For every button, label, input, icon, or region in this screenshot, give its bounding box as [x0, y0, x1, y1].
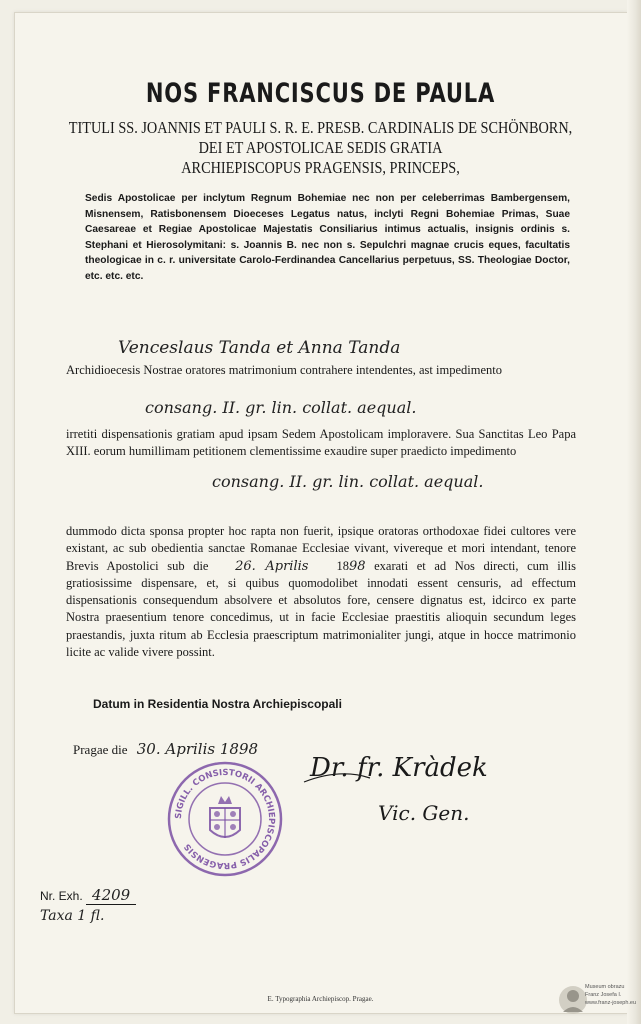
exhibit-number-line — [40, 886, 136, 904]
body-paragraph-3-part-b: exarati et ad Nos directi, cum illis gratiosissime dispensare, et, si quibus quomodolibet innodati essent censuris, ad effectum dispensationis consequendum absolvere et absolutos fore, censere dignatus est, idcirco ex parte Nostra praesentium tenore concedimus, ut in facie Ecclesiae praestitis alioquin secundum leges praestandis, juxta ritum ab Ecclesia praescriptum matrimonialiter jungi, atque in hocce matrimonio licite ac valide vivere possint. — [66, 558, 576, 660]
nr-exh-label: Nr. Exh. — [40, 889, 83, 903]
datum-line: Datum in Residentia Nostra Archiepiscopali — [93, 697, 342, 711]
pragae-label: Pragae die — [73, 742, 128, 757]
body-paragraph-1: Archidioecesis Nostrae oratores matrimonium contrahere intendentes, ast impedimento — [66, 363, 502, 377]
watermark-text: Museum obrazu Franz Josefa I. www.franz-joseph.eu — [585, 984, 637, 1006]
title-line-1: TITULI SS. JOANNIS ET PAULI S. R. E. PRESB. CARDINALIS DE SCHÖNBORN, — [68, 118, 573, 137]
handwritten-issue-date: 30. Aprilis 1898 — [136, 740, 259, 758]
body-paragraph-2: irretiti dispensationis gratiam apud ipsam Sedem Apostolicam imploravere. Sua Sanctitas Leo Papa XIII. eorum humillimam petitionem clementissime exaudire super praedicto impedimento — [66, 427, 576, 459]
document-title: NOS FRANCISCUS DE PAULA — [145, 78, 496, 109]
title-line-2: DEI ET APOSTOLICAE SEDIS GRATIA — [198, 138, 443, 157]
page-edge-shadow — [627, 0, 641, 1024]
signature-line-1: Dr. fr. Kràdek — [310, 753, 488, 783]
seal-text: SIGILL. CONSISTORII ARCHIEPISCOPALIS PRAGENSIS — [173, 767, 277, 871]
pragae-date-line — [73, 740, 258, 758]
printer-imprint: E. Typographia Archiepiscop. Pragae. — [267, 995, 374, 1003]
signature-line-2: Vic. Gen. — [378, 801, 470, 825]
handwritten-impediment-1: consang. II. gr. lin. collat. aequal. — [145, 398, 417, 417]
handwritten-brevis-year: 98 — [348, 558, 366, 574]
handwritten-brevis-date: 26. Aprilis — [235, 558, 309, 574]
consistory-seal-stamp — [166, 760, 284, 878]
handwritten-exhibit-number: 4209 — [86, 886, 136, 905]
handwritten-impediment-2: consang. II. gr. lin. collat. aequal. — [212, 472, 484, 491]
handwritten-fee: Taxa 1 fl. — [40, 908, 105, 924]
vicar-general-signature — [300, 738, 540, 838]
body-paragraph-3 — [66, 523, 576, 661]
brevis-year-prefix: 18 — [336, 558, 349, 573]
body-paragraph-3-part-a: dummodo dicta sponsa propter hoc rapta non fuerit, ipsique oratoras orthodoxae fidei cultores vere existant, ac sub obedientia sanctae Romanae Ecclesiae vivant, vivereque et mori intendant, tenore Brevis Apostolici sub die — [66, 524, 576, 573]
handwritten-names: Venceslaus Tanda et Anna Tanda — [118, 338, 401, 358]
title-line-3: ARCHIEPISCOPUS PRAGENSIS, PRINCEPS, — [181, 158, 460, 177]
cardinal-titles-paragraph: Sedis Apostolicae per inclytum Regnum Bohemiae nec non per celeberrimas Bambergensem, Misnensem, Ratisbonensem Dioeceses Legatus natus, inclyti Regni Bohemiae Primas, Suae Caesareae et Regiae Apostolicae Majestatis Consiliarius intimus actualis, insignis ordinis s. Stephani et Hierosolymitani: s. Joannis B. nec non s. Sepulchri magnae crucis eques, facultatis theologicae in c. r. universitate Carolo-Ferdinandea Cancellarius perpetuus, SS. Theologiae Doctor, etc. etc. etc. — [85, 193, 570, 282]
